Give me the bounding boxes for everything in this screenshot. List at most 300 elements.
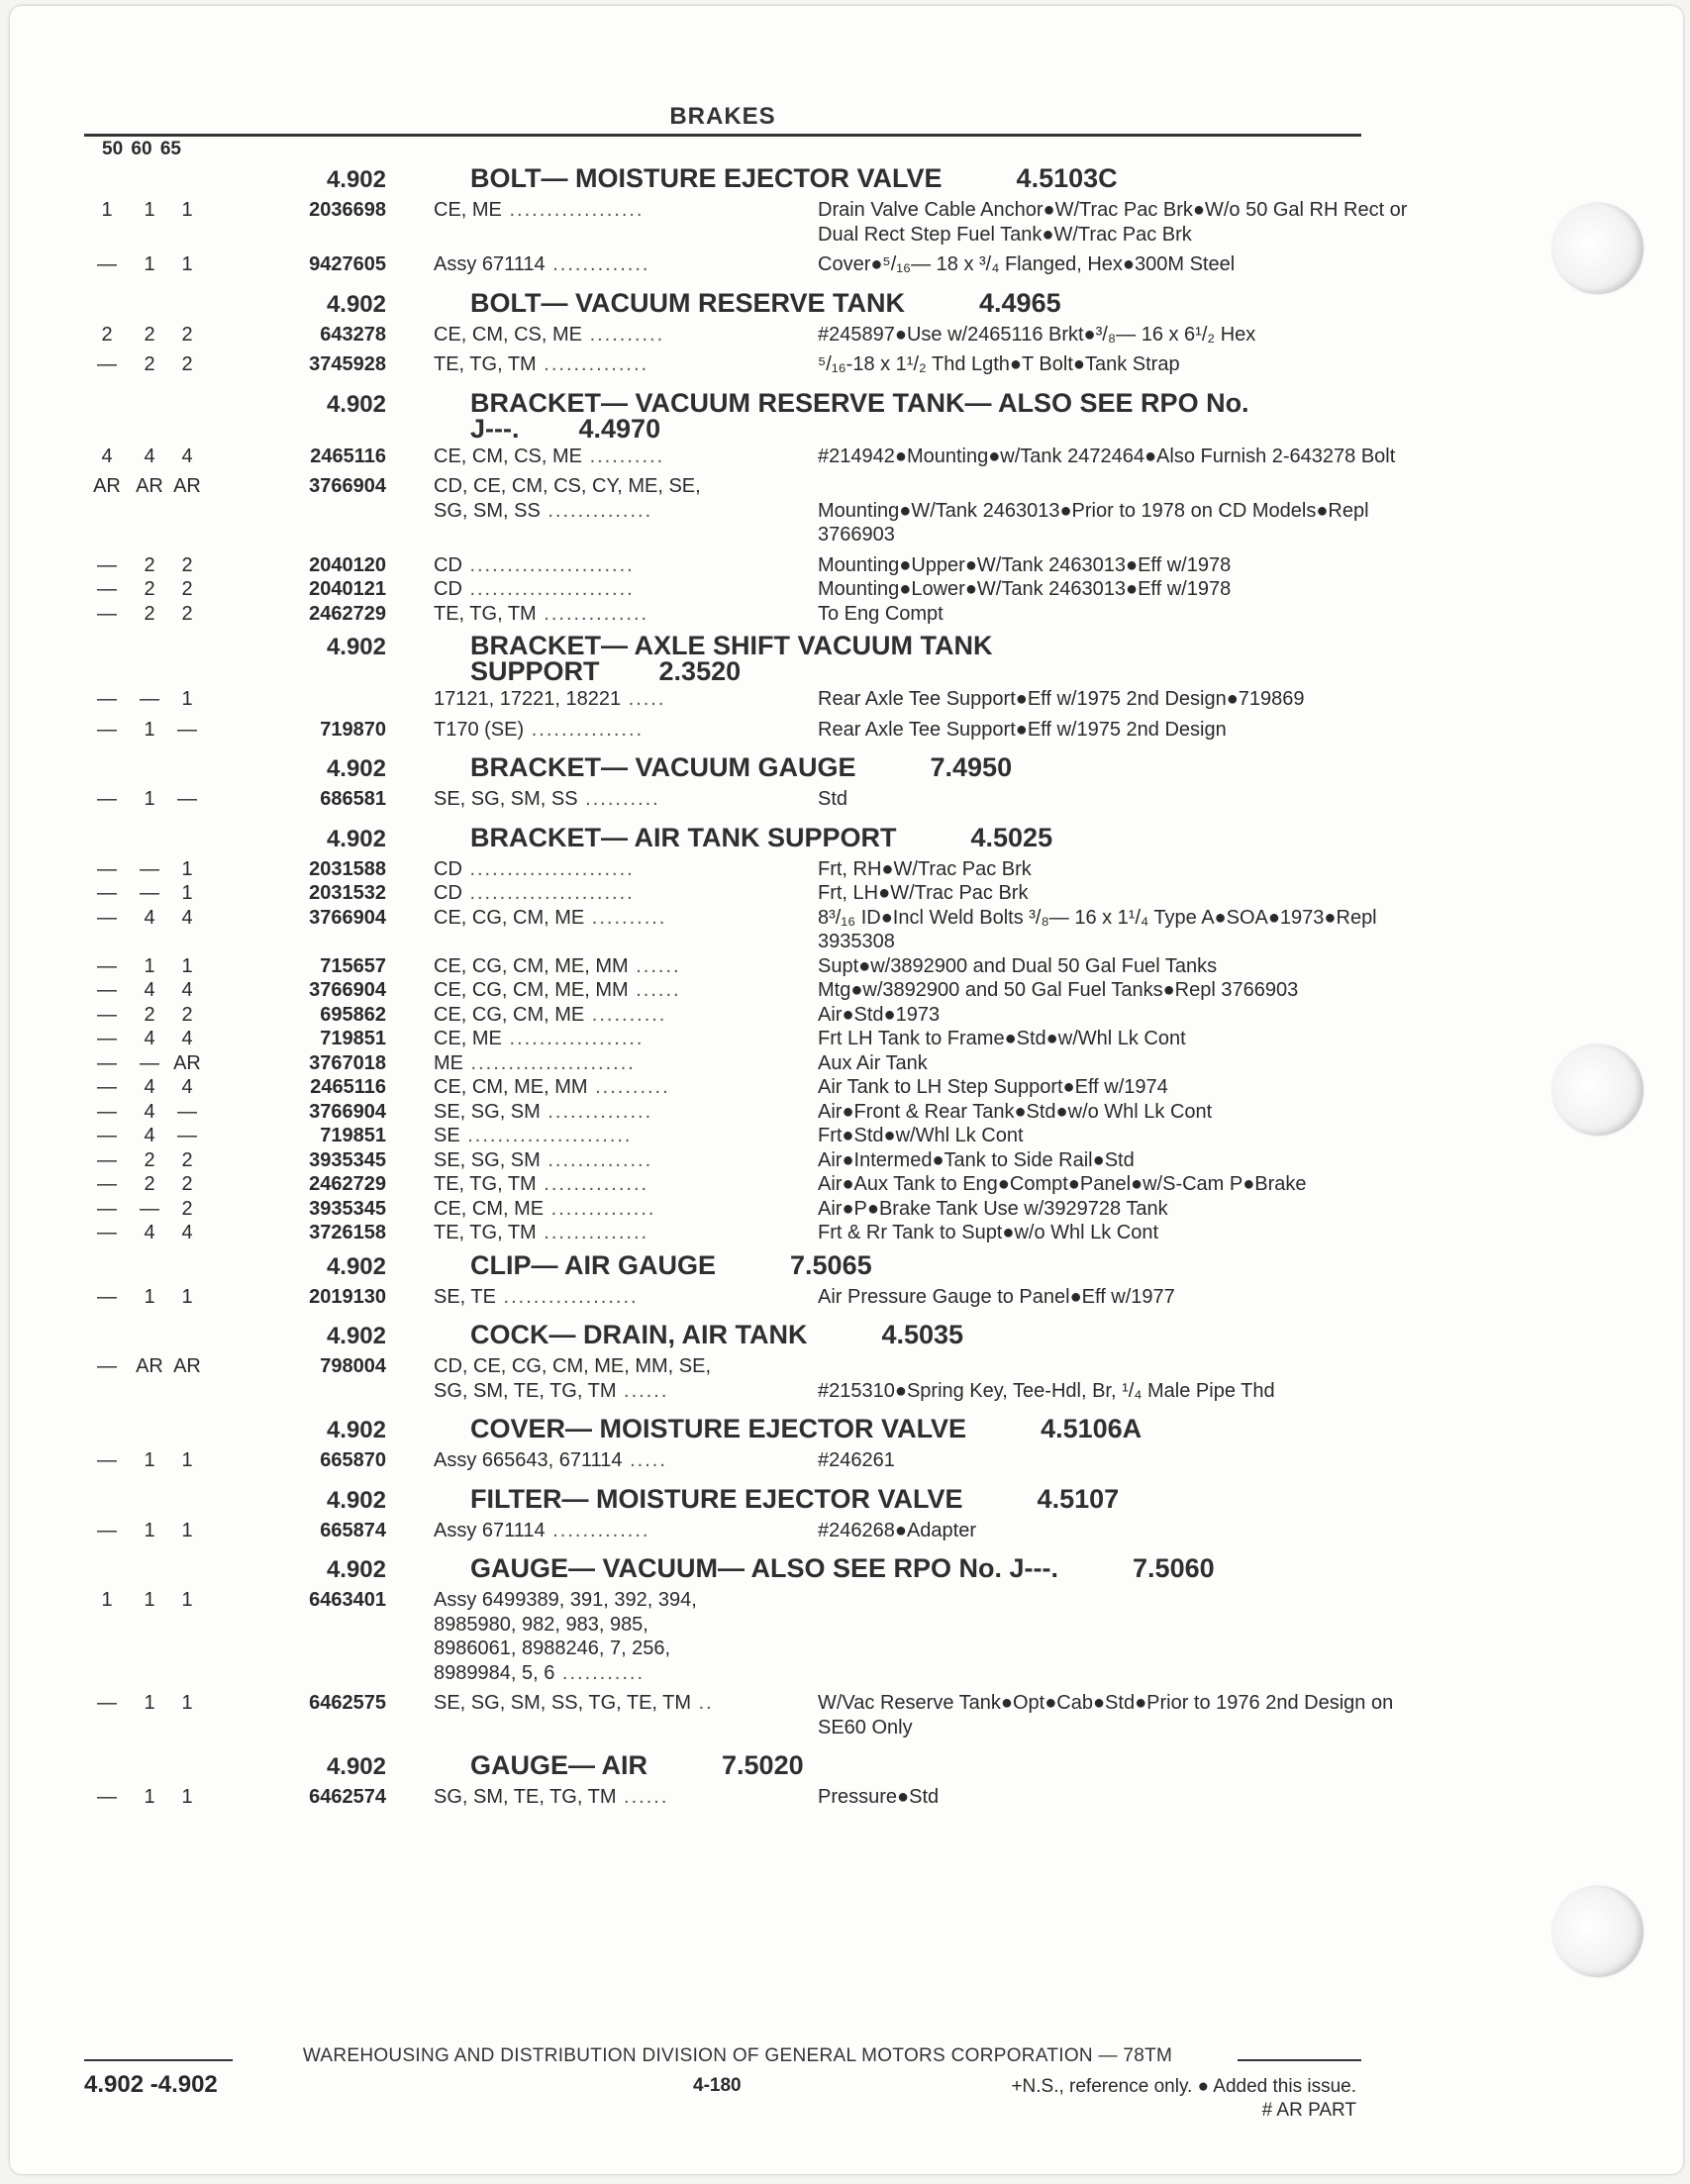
part-number: 3766904 (309, 475, 386, 497)
dot-leader: .............. (544, 1197, 656, 1220)
qty-50: — (97, 688, 117, 710)
binder-hole-bottom (1552, 1886, 1643, 1977)
part-row (84, 718, 1361, 743)
dot-leader: ........... (554, 1661, 646, 1684)
qty-60: 4 (144, 1100, 155, 1123)
part-number: 715657 (320, 954, 386, 977)
part-number (205, 687, 386, 712)
dot-leader: ...... (628, 979, 681, 1001)
binder-hole-middle (1552, 1044, 1643, 1136)
qty-65: 4 (181, 445, 193, 467)
qty-60: — (140, 688, 159, 710)
dot-leader: .............. (540, 1100, 653, 1123)
group-title: COVER— MOISTURE EJECTOR VALVE 4.5106A (470, 1414, 1143, 1443)
qty-50: — (97, 1173, 117, 1195)
description: To Eng Compt (818, 602, 944, 625)
part-number: 643278 (320, 323, 386, 346)
description: W/Vac Reserve Tank●Opt●Cab●Std●Prior to 1976 2nd Design on SE60 Only (818, 1692, 1399, 1738)
description: Air●Intermed●Tank to Side Rail●Std (818, 1148, 1135, 1171)
qty-65: 1 (181, 253, 193, 275)
qty-60: — (140, 857, 159, 880)
part-row (84, 553, 1361, 578)
dot-leader: .............. (540, 1148, 653, 1171)
qty-60: 2 (144, 1173, 155, 1195)
qty-60: 2 (144, 1148, 155, 1171)
part-number: 2036698 (309, 199, 386, 221)
footer-page-number: 4-180 (693, 2075, 742, 2096)
qty-65: 1 (181, 1589, 193, 1611)
qty-65: 1 (181, 1519, 193, 1541)
dot-leader: ...... (616, 1786, 669, 1808)
application: CE, ME .................. (434, 199, 645, 221)
qty-50: — (97, 253, 117, 275)
binder-hole-top (1552, 203, 1643, 294)
group-title: FILTER— MOISTURE EJECTOR VALVE 4.5107 (470, 1483, 1120, 1514)
application: SG, SM, TE, TG, TM ...... (434, 1786, 669, 1808)
group-heading (84, 1479, 1361, 1519)
part-row (84, 687, 1361, 712)
part-row (84, 1354, 1361, 1403)
part-number: 3935345 (309, 1148, 386, 1171)
description: Mounting●Upper●W/Tank 2463013●Eff w/1978 (818, 553, 1232, 576)
part-row (84, 1003, 1361, 1028)
dot-leader: .......... (577, 788, 660, 810)
dot-leader: ...................... (461, 882, 635, 904)
dot-leader: ...... (616, 1379, 669, 1402)
qty-50: — (97, 1076, 117, 1098)
catalog-body (84, 158, 1414, 1816)
qty-60: 1 (144, 253, 155, 275)
qty-60: 1 (144, 1589, 155, 1611)
description: Frt, RH●W/Trac Pac Brk (818, 857, 1032, 880)
application: TE, TG, TM .............. (434, 1222, 649, 1243)
application: SE ...................... (434, 1125, 633, 1146)
qty-60: — (140, 1051, 159, 1074)
dot-leader: .. (691, 1692, 714, 1714)
description: ⁵/₁₆-18 x 1¹/₂ Thd Lgth●T Bolt●Tank Strap (818, 353, 1180, 375)
qty-50: — (97, 1786, 117, 1808)
dot-leader: .................. (496, 1285, 639, 1308)
group-heading (84, 1745, 1361, 1785)
footer-group-range: 4.902 -4.902 (84, 2071, 218, 2098)
qty-65: — (177, 1100, 197, 1123)
qty-60: 4 (144, 1076, 155, 1098)
group-title: GAUGE— VACUUM— ALSO SEE RPO No. J---. 7.5060 (470, 1553, 1215, 1583)
qty-50: 4 (101, 445, 113, 467)
group-heading (84, 626, 1361, 687)
application: SE, TE .................. (434, 1285, 639, 1308)
part-number: 719851 (320, 1028, 386, 1049)
dot-leader: ...................... (463, 1051, 636, 1074)
dot-leader: .......... (587, 1076, 670, 1098)
description: #214942●Mounting●w/Tank 2472464●Also Furnish 2-643278 Bolt (818, 445, 1396, 467)
part-number: 719851 (320, 1125, 386, 1146)
group-number: 4.902 (326, 1323, 386, 1349)
qty-65: AR (173, 475, 201, 497)
qty-65: 4 (181, 979, 193, 1001)
group-title: CLIP— AIR GAUGE 7.5065 (470, 1249, 872, 1280)
qty-50: — (97, 1519, 117, 1541)
description (818, 1588, 1412, 1685)
qty-60: 2 (144, 323, 155, 346)
qty-65: AR (173, 1051, 201, 1074)
qty-65: 1 (181, 1786, 193, 1808)
part-row (84, 1448, 1361, 1473)
description: Cover●⁵/₁₆— 18 x ³/₄ Flanged, Hex●300M Steel (818, 253, 1236, 275)
qty-50: — (97, 602, 117, 625)
description: Supt●w/3892900 and Dual 50 Gal Fuel Tanks (818, 954, 1218, 977)
application: CE, CG, CM, ME, MM ...... (434, 979, 681, 1001)
part-number: 2031588 (309, 857, 386, 880)
part-row (84, 1172, 1361, 1197)
qty-50: — (97, 1355, 117, 1377)
application: CE, CM, ME, MM .......... (434, 1076, 670, 1098)
qty-50: — (97, 1197, 117, 1220)
group-heading (84, 1548, 1361, 1588)
qty-65: 2 (181, 1197, 193, 1220)
qty-60: 4 (144, 906, 155, 929)
part-row (84, 1221, 1361, 1245)
qty-50: — (97, 1285, 117, 1308)
part-number: 686581 (320, 788, 386, 810)
part-row (84, 577, 1361, 602)
footer-legend-ar: # AR PART (1261, 2100, 1356, 2121)
group-heading (84, 818, 1361, 857)
qty-65: 4 (181, 1222, 193, 1243)
group-heading (84, 158, 1361, 198)
qty-65: 1 (181, 1692, 193, 1714)
qty-60: 2 (144, 578, 155, 600)
qty-50: — (97, 1222, 117, 1243)
description: #246261 (818, 1449, 895, 1471)
qty-65: — (177, 788, 197, 810)
part-number: 695862 (320, 1003, 386, 1026)
group-number: 4.902 (326, 290, 386, 318)
qty-65: 2 (181, 602, 193, 625)
qty-65: 2 (181, 553, 193, 576)
part-row (84, 1588, 1361, 1685)
part-row (84, 1051, 1361, 1076)
description: 8³/₁₆ ID●Incl Weld Bolts ³/₈— 16 x 1¹/₄ Type A●SOA●1973●Repl 3935308 (818, 906, 1383, 952)
dot-leader: ...................... (461, 578, 635, 600)
part-number: 3767018 (309, 1051, 386, 1074)
application: SE, SG, SM, SS, TG, TE, TM .. (434, 1692, 714, 1714)
qty-60: 1 (144, 1692, 155, 1714)
part-row (84, 906, 1383, 954)
qty-60: 1 (144, 788, 155, 810)
footer-division: WAREHOUSING AND DISTRIBUTION DIVISION OF GENERAL MOTORS CORPORATION — 78TM (302, 2045, 1173, 2066)
part-row (84, 954, 1361, 979)
part-number: 2031532 (309, 882, 386, 904)
group-number: 4.902 (326, 390, 386, 418)
qty-65: 2 (181, 323, 193, 346)
part-row (84, 198, 1414, 247)
group-number: 4.902 (326, 1417, 386, 1443)
description: Air Tank to LH Step Support●Eff w/1974 (818, 1076, 1168, 1098)
group-title: BRACKET— VACUUM RESERVE TANK— ALSO SEE RPO No. J---. 4.4970 (470, 387, 1249, 444)
dot-leader: ............... (524, 718, 645, 741)
part-number: 719870 (320, 718, 386, 741)
description: Air Pressure Gauge to Panel●Eff w/1977 (818, 1285, 1175, 1308)
qty-50: — (97, 1051, 117, 1074)
group-heading (84, 283, 1361, 323)
qty-60: 4 (144, 1222, 155, 1243)
qty-65: 4 (181, 906, 193, 929)
application: ME ...................... (434, 1051, 636, 1074)
description: Air●Std●1973 (818, 1003, 941, 1026)
qty-60: AR (136, 1355, 163, 1377)
application: TE, TG, TM .............. (434, 353, 649, 375)
dot-leader: ..... (622, 1449, 667, 1471)
group-number: 4.902 (326, 825, 386, 852)
description: Mounting●Lower●W/Tank 2463013●Eff w/1978 (818, 578, 1232, 600)
application: SE, SG, SM .............. (434, 1148, 653, 1171)
qty-60: — (140, 1197, 159, 1220)
part-row (84, 1285, 1361, 1310)
qty-50: — (97, 1449, 117, 1471)
application: SE, SG, SM .............. (434, 1100, 653, 1123)
part-number: 2040121 (309, 578, 386, 600)
dot-leader: .......... (582, 323, 665, 346)
qty-50: 1 (101, 199, 113, 221)
dot-leader: ...................... (461, 857, 635, 880)
dot-leader: .................. (501, 199, 645, 221)
qty-50: — (97, 718, 117, 741)
dot-leader: .......... (584, 906, 667, 929)
application: Assy 665643, 671114 ..... (434, 1449, 667, 1471)
footer-legend-note: +N.S., reference only. ● Added this issue. (1011, 2076, 1356, 2097)
part-number: 665874 (320, 1519, 386, 1541)
part-number: 6462574 (309, 1786, 386, 1808)
part-number: 3766904 (309, 979, 386, 1001)
qty-50: 2 (101, 323, 113, 346)
part-row (84, 978, 1361, 1003)
page-title: BRAKES (669, 103, 776, 130)
application: Assy 6499389, 391, 392, 394, 8985980, 982, 983, 985, 8986061, 8988246, 7, 256, 8989984, 5, 6 ........... (434, 1589, 697, 1684)
dot-leader: ............. (545, 1519, 650, 1541)
qty-60: 4 (144, 1125, 155, 1146)
dot-leader: ...... (628, 954, 681, 977)
group-heading (84, 1315, 1361, 1354)
dot-leader: .......... (582, 445, 665, 467)
description: Air●P●Brake Tank Use w/3929728 Tank (818, 1197, 1168, 1220)
application: CE, CG, CM, ME .......... (434, 906, 667, 929)
dot-leader: .............. (536, 602, 649, 625)
part-number: 9427605 (309, 253, 386, 275)
application: CD ...................... (434, 857, 635, 880)
part-row (84, 1100, 1361, 1125)
qty-60: 1 (144, 718, 155, 741)
dot-leader: .......... (584, 1003, 667, 1026)
application: CE, CG, CM, ME, MM ...... (434, 954, 681, 977)
application: T170 (SE) ............... (434, 718, 645, 741)
part-row (84, 445, 1396, 469)
row-gap (84, 1810, 1361, 1816)
dot-leader: ............. (545, 253, 650, 275)
qty-60: 1 (144, 1449, 155, 1471)
header-rule (84, 134, 1361, 137)
qty-65: 2 (181, 353, 193, 375)
qty-60: 2 (144, 553, 155, 576)
part-number: 3935345 (309, 1197, 386, 1220)
part-number: 2465116 (310, 445, 386, 467)
part-number: 3766904 (309, 906, 386, 929)
description: #246268●Adapter (818, 1519, 976, 1541)
group-number: 4.902 (326, 634, 386, 660)
part-number: 2019130 (309, 1285, 386, 1308)
part-number: 3726158 (309, 1222, 386, 1243)
group-number: 4.902 (326, 1753, 386, 1780)
qty-60: — (140, 882, 159, 904)
part-row (84, 1691, 1399, 1739)
description: Frt & Rr Tank to Supt●w/o Whl Lk Cont (818, 1222, 1159, 1243)
application: TE, TG, TM .............. (434, 1173, 649, 1195)
application: CE, CG, CM, ME .......... (434, 1003, 667, 1026)
qty-65: 2 (181, 578, 193, 600)
dot-leader: .............. (536, 353, 649, 375)
description: Rear Axle Tee Support●Eff w/1975 2nd Design●719869 (818, 688, 1305, 710)
dot-leader: ..... (621, 688, 666, 710)
qty-65: 2 (181, 1003, 193, 1026)
qty-50: — (97, 857, 117, 880)
qty-60: 2 (144, 1003, 155, 1026)
application: CE, CM, ME .............. (434, 1197, 656, 1220)
application: CE, CM, CS, ME .......... (434, 445, 665, 467)
qty-65: 2 (181, 1148, 193, 1171)
qty-65: 1 (181, 688, 193, 710)
application: CD ...................... (434, 882, 635, 904)
part-row (84, 252, 1361, 277)
qty-65: — (177, 1125, 197, 1146)
part-row (84, 1148, 1361, 1173)
group-title: BRACKET— AIR TANK SUPPORT 4.5025 (470, 822, 1053, 852)
qty-60: 1 (144, 1519, 155, 1541)
part-row (84, 1197, 1361, 1222)
group-heading (84, 1245, 1361, 1285)
part-number: 2462729 (309, 1173, 386, 1195)
description: Air●Aux Tank to Eng●Compt●Panel●w/S-Cam P●Brake (818, 1173, 1307, 1195)
part-number: 6463401 (309, 1589, 386, 1611)
qty-50: — (97, 1003, 117, 1026)
part-number: 3766904 (309, 1100, 386, 1123)
group-title: BRACKET— AXLE SHIFT VACUUM TANK SUPPORT 2.3520 (470, 631, 993, 686)
group-title: BOLT— MOISTURE EJECTOR VALVE 4.5103C (470, 163, 1118, 193)
qty-50: — (97, 578, 117, 600)
description: Mtg●w/3892900 and 50 Gal Fuel Tanks●Repl 3766903 (818, 979, 1299, 1001)
group-heading (84, 383, 1361, 445)
application: CD, CE, CG, CM, ME, MM, SE, SG, SM, TE, TG, TM ...... (434, 1355, 712, 1402)
part-row (84, 1124, 1361, 1148)
qty-60: 1 (144, 954, 155, 977)
group-title: BRACKET— VACUUM GAUGE 7.4950 (470, 752, 1013, 782)
group-heading (84, 1409, 1361, 1448)
qty-65: 1 (181, 1285, 193, 1308)
qty-65: 1 (181, 199, 193, 221)
qty-50: — (97, 353, 117, 375)
application: Assy 671114 ............. (434, 253, 650, 275)
description: Frt●Std●w/Whl Lk Cont (818, 1125, 1024, 1146)
dot-leader: ...................... (461, 553, 635, 576)
qty-50: 1 (101, 1589, 113, 1611)
application: TE, TG, TM .............. (434, 602, 649, 625)
part-row (84, 787, 1361, 812)
qty-65: 1 (181, 1449, 193, 1471)
group-title: BOLT— VACUUM RESERVE TANK 4.4965 (470, 287, 1061, 318)
qty-65: — (177, 718, 197, 741)
part-row (84, 602, 1361, 627)
qty-60: 1 (144, 1786, 155, 1808)
qty-50: — (97, 954, 117, 977)
qty-60: 2 (144, 602, 155, 625)
description: #215310●Spring Key, Tee-Hdl, Br, ¹/₄ Male Pipe Thd (818, 1379, 1275, 1402)
description: Rear Axle Tee Support●Eff w/1975 2nd Design (818, 718, 1227, 741)
description: Std (818, 788, 848, 810)
group-heading (84, 747, 1361, 787)
description: Mounting●W/Tank 2463013●Prior to 1978 on CD Models●Repl 3766903 (818, 499, 1369, 546)
qty-50: — (97, 882, 117, 904)
qty-50: — (97, 1028, 117, 1049)
dot-leader: .............. (536, 1173, 649, 1195)
part-row (84, 881, 1361, 906)
qty-50: — (97, 553, 117, 576)
qty-50: — (97, 1692, 117, 1714)
qty-50: AR (93, 475, 121, 497)
application: CD ...................... (434, 553, 635, 576)
footer-rule-left (84, 2059, 233, 2061)
description: Aux Air Tank (818, 1051, 928, 1074)
qty-60: 4 (144, 445, 155, 467)
group-number: 4.902 (326, 166, 386, 193)
description: Air●Front & Rear Tank●Std●w/o Whl Lk Cont (818, 1100, 1213, 1123)
application: Assy 671114 ............. (434, 1519, 650, 1541)
part-row (84, 323, 1361, 347)
description: Frt, LH●W/Trac Pac Brk (818, 882, 1029, 904)
qty-65: 1 (181, 857, 193, 880)
part-row (84, 1027, 1361, 1051)
qty-65: 4 (181, 1076, 193, 1098)
application: CE, ME .................. (434, 1028, 645, 1049)
qty-60: 4 (144, 1028, 155, 1049)
qty-65: 1 (181, 882, 193, 904)
qty-65: 1 (181, 954, 193, 977)
part-row (84, 1075, 1361, 1100)
dot-leader: .............. (536, 1222, 649, 1243)
dot-leader: .............. (540, 499, 653, 522)
dot-leader: .................. (501, 1028, 645, 1049)
part-row (84, 352, 1361, 377)
part-row (84, 1785, 1361, 1810)
qty-65: 4 (181, 1028, 193, 1049)
part-number: 665870 (320, 1449, 386, 1471)
application: CD ...................... (434, 578, 635, 600)
qty-50: — (97, 788, 117, 810)
qty-60: 2 (144, 353, 155, 375)
qty-60: AR (136, 475, 163, 497)
footer-rule-right (1238, 2059, 1361, 2061)
group-number: 4.902 (326, 755, 386, 782)
qty-65: 2 (181, 1173, 193, 1195)
model-columns-header: 50 60 65 (102, 139, 181, 159)
application: 17121, 17221, 18221 ..... (434, 688, 666, 710)
part-row (84, 474, 1369, 547)
part-number: 6462575 (309, 1692, 386, 1714)
description: Pressure●Std (818, 1786, 940, 1808)
qty-60: 4 (144, 979, 155, 1001)
application: CD, CE, CM, CS, CY, ME, SE, SG, SM, SS .............. (434, 475, 701, 522)
qty-50: — (97, 1125, 117, 1146)
part-number: 3745928 (309, 353, 386, 375)
group-title: GAUGE— AIR 7.5020 (470, 1750, 804, 1780)
